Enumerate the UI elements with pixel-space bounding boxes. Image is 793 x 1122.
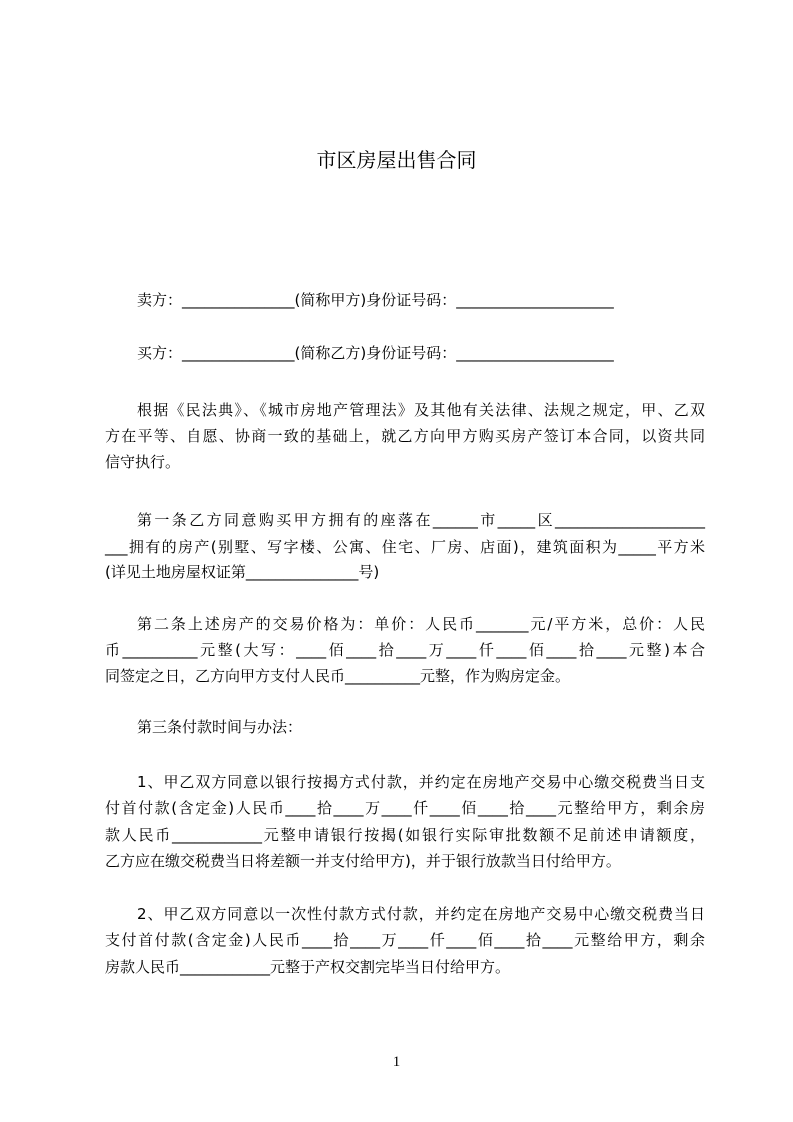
item1-line: 1、甲乙双方同意以银行按揭方式付款，并约定在房地产交易中心缴交税费当日支 [137, 773, 705, 791]
article1-line: (详见土地房屋权证第_______________号) [105, 563, 380, 581]
article1-line: 第一条乙方同意购买甲方拥有的座落在______市_____区____________________ [137, 511, 705, 529]
article3-heading: 第三条付款时间与办法： [137, 718, 303, 736]
document-title: 市区房屋出售合同 [316, 148, 477, 172]
article2-line: 第二条上述房产的交易价格为：单价：人民币_______元/平方米，总价：人民 [137, 615, 705, 633]
preamble-line: 信守执行。 [105, 453, 181, 471]
article2-line: 币__________元整(大写：____佰____拾____万____仟____佰____拾____元整)本合 [105, 641, 705, 659]
item1-line: 款人民币____________元整申请银行按揭(如银行实际审批数额不足前述申请额度， [105, 826, 705, 844]
article1-line: ___拥有的房产(别墅、写字楼、公寓、住宅、厂房、店面)，建筑面积为_____平方米 [105, 538, 705, 556]
seller-line: 卖方：_______________(简称甲方)身份证号码：_____________________ [137, 291, 614, 309]
item2-line: 房款人民币____________元整于产权交割完毕当日付给甲方。 [105, 958, 511, 976]
article2-line: 同签定之日，乙方向甲方支付人民币__________元整，作为购房定金。 [105, 667, 571, 685]
item2-line: 2、甲乙双方同意以一次性付款方式付款，并约定在房地产交易中心缴交税费当日 [137, 905, 705, 923]
page-number: 1 [392, 1054, 401, 1070]
item1-line: 付首付款(含定金)人民币____拾____万____仟____佰____拾____元整给甲方，剩余房 [105, 799, 705, 817]
item1-line: 乙方应在缴交税费当日将差额一并支付给甲方)，并于银行放款当日付给甲方。 [105, 852, 621, 870]
item2-line: 支付首付款(含定金)人民币____拾____万____仟____佰____拾____元整给甲方，剩余 [105, 931, 705, 949]
preamble-line: 根据《民法典》、《城市房地产管理法》及其他有关法律、法规之规定，甲、乙双 [137, 401, 705, 419]
preamble-line: 方在平等、自愿、协商一致的基础上，就乙方向甲方购买房产签订本合同，以资共同 [105, 427, 705, 445]
buyer-line: 买方：_______________(简称乙方)身份证号码：_____________________ [137, 344, 614, 362]
